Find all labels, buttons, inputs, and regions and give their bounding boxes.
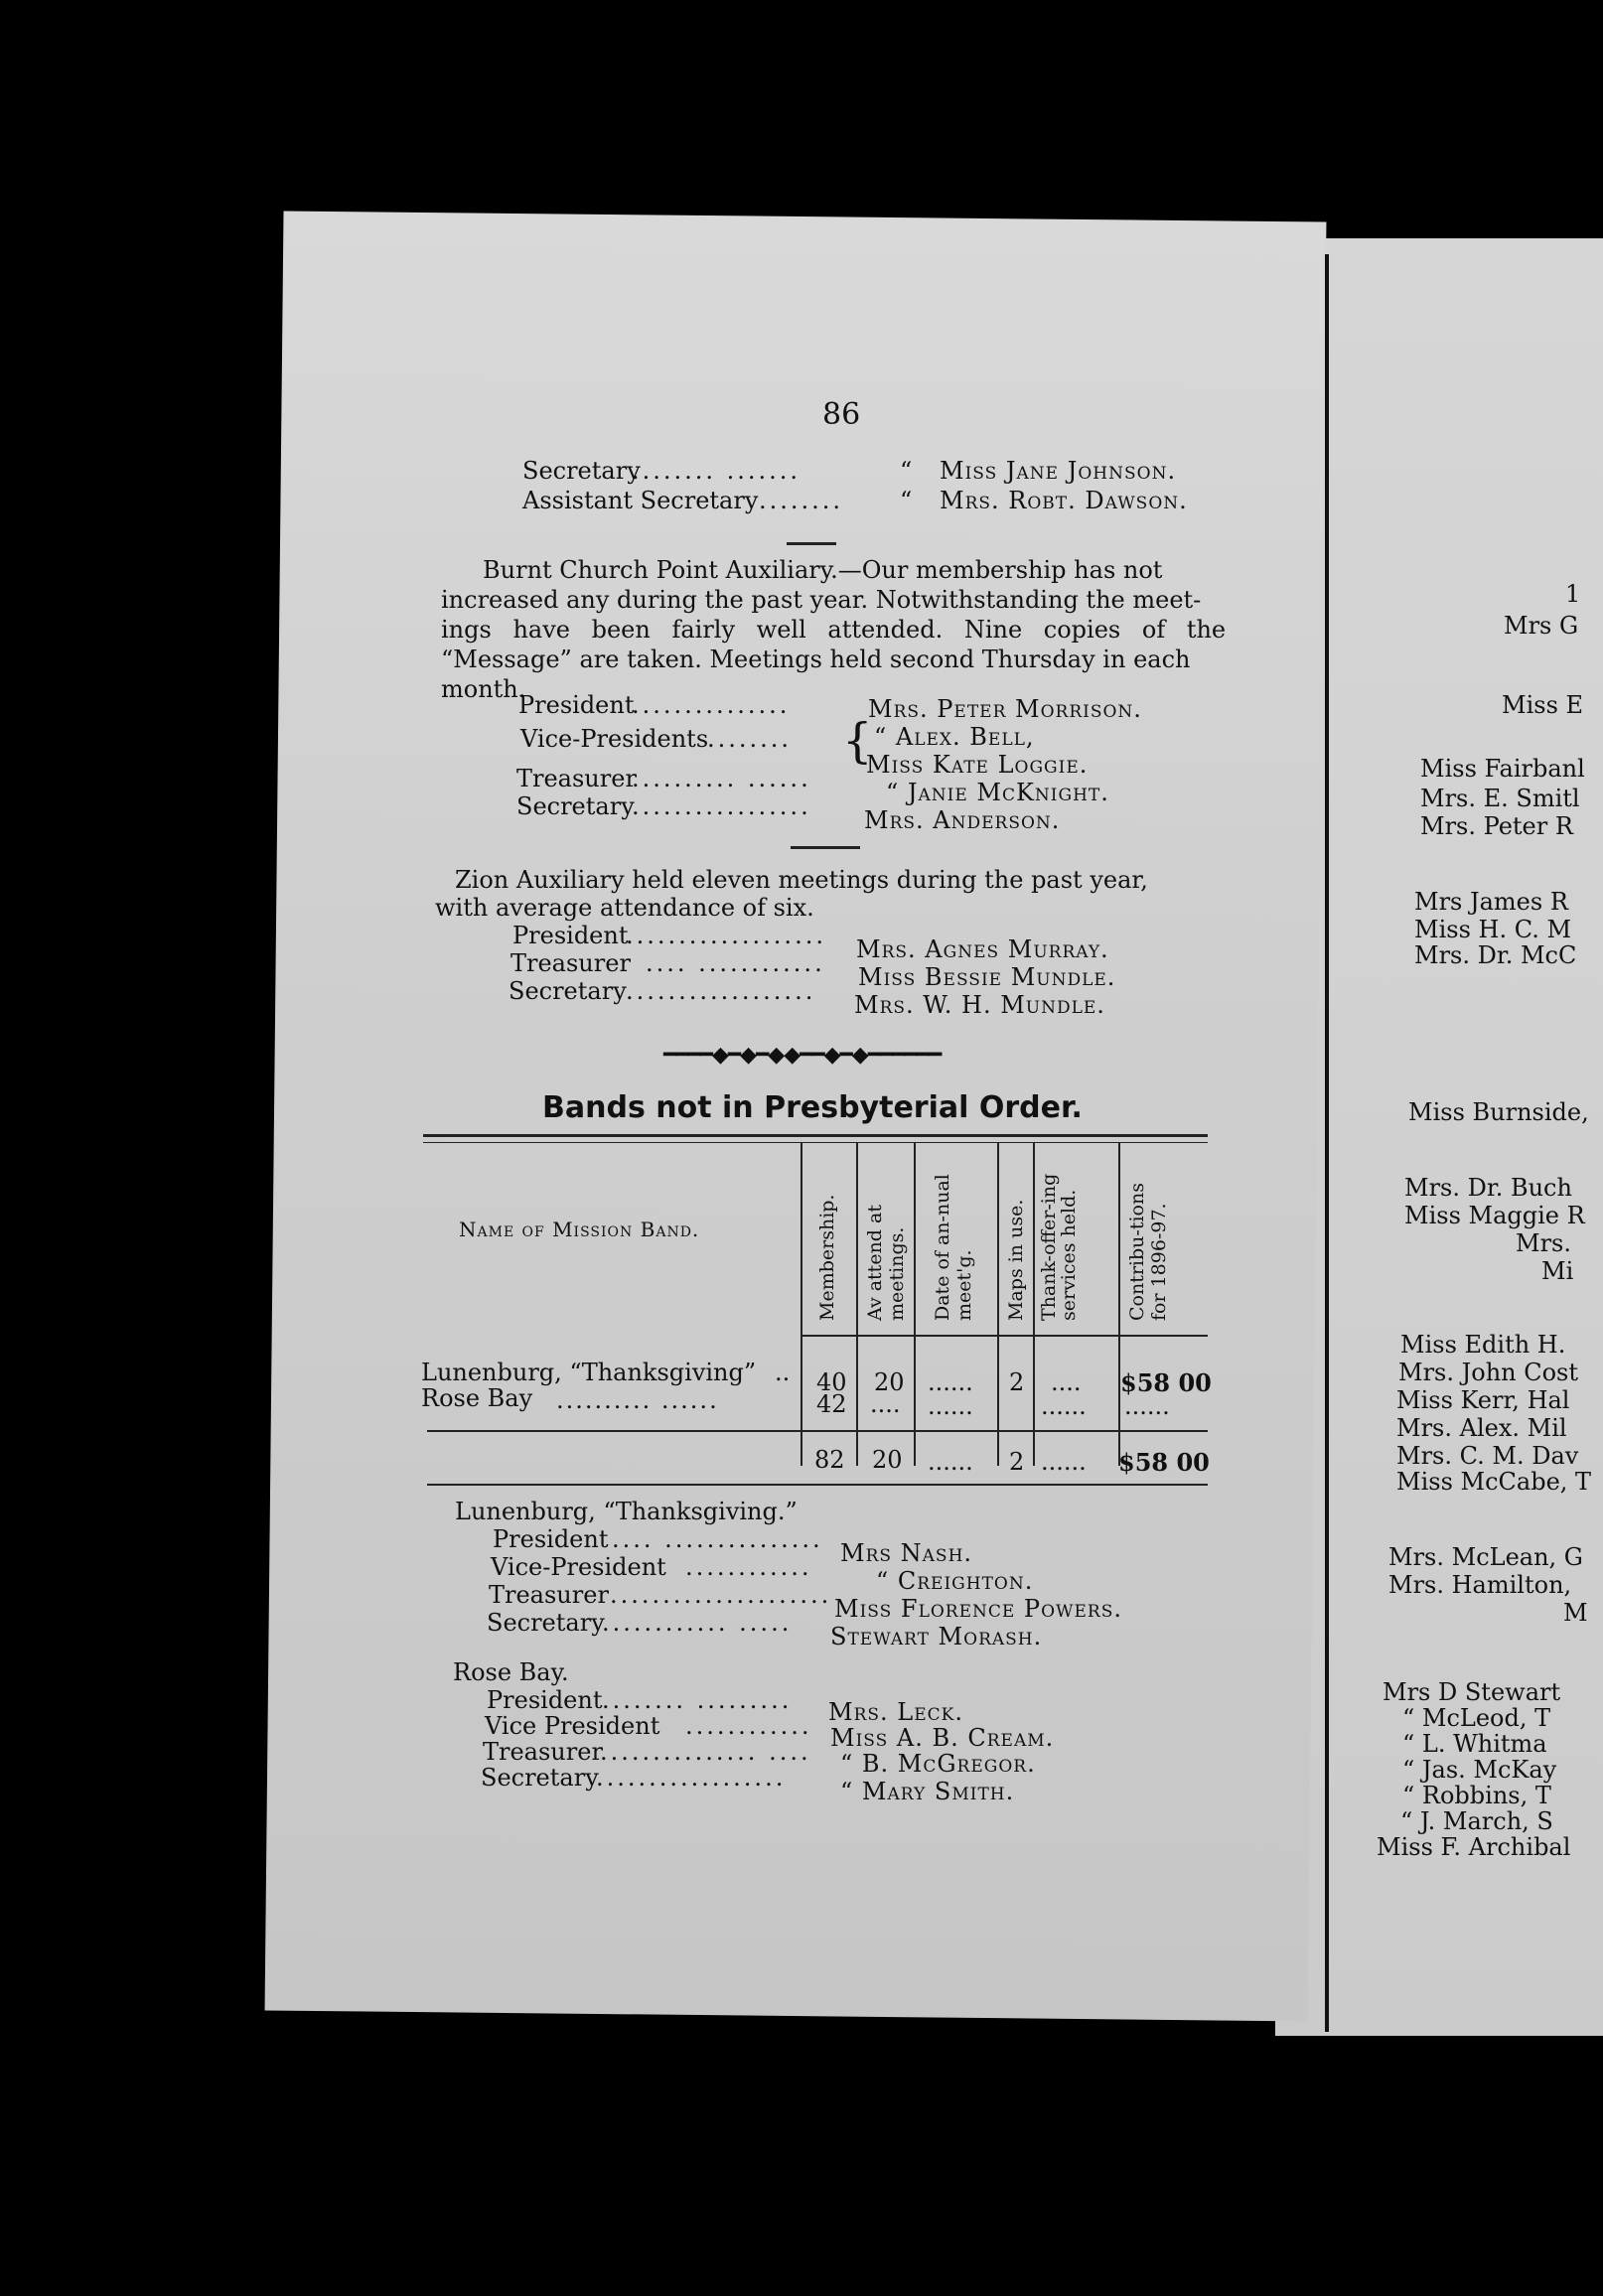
column-header: Date of an-nual meet'g. bbox=[932, 1174, 975, 1321]
column-rule bbox=[801, 1142, 802, 1466]
paragraph-line: ings have been fairly well attended. Nine copies of the bbox=[441, 616, 1227, 644]
brace: { bbox=[842, 713, 873, 769]
right-page-text: “ J. March, S bbox=[1400, 1807, 1553, 1835]
column-header: Maps in use. bbox=[1005, 1199, 1027, 1321]
leader-dots: ................. bbox=[632, 792, 811, 820]
leader-dots: .......... ...... bbox=[632, 765, 811, 792]
cell-contrib: ...... bbox=[1124, 1392, 1170, 1420]
officer-name: “ Janie McKnight. bbox=[886, 779, 1109, 806]
officer-name: Mrs. Peter Morrison. bbox=[868, 695, 1142, 723]
right-page-text: Miss Kerr, Hal bbox=[1396, 1386, 1570, 1414]
officer-name: Miss A. B. Cream. bbox=[830, 1724, 1055, 1752]
paragraph-line: increased any during the past year. Notwithstanding the meet- bbox=[441, 586, 1202, 614]
ditto-mark: “ bbox=[900, 487, 913, 514]
gutter-rule bbox=[1325, 254, 1329, 2032]
leader-dots: .......... ...... bbox=[556, 1386, 719, 1414]
header-underline bbox=[801, 1335, 1208, 1337]
right-page-text: Mrs. Peter R bbox=[1420, 812, 1573, 840]
right-page-text: Mrs. John Cost bbox=[1398, 1359, 1579, 1386]
column-rule bbox=[1033, 1142, 1035, 1466]
officer-name: “ Mary Smith. bbox=[840, 1778, 1015, 1805]
page-number: 86 bbox=[822, 397, 861, 432]
officer-name: “ B. McGregor. bbox=[840, 1750, 1036, 1778]
officer-role: Secretary bbox=[516, 792, 635, 820]
right-page-text: “ Robbins, T bbox=[1402, 1782, 1551, 1809]
total-contrib: $58 00 bbox=[1118, 1448, 1210, 1477]
cell-contrib: $58 00 bbox=[1120, 1368, 1212, 1397]
right-page-text: Mrs. E. Smitl bbox=[1420, 785, 1580, 812]
total-thank: ...... bbox=[1041, 1448, 1087, 1476]
right-page-text: Mrs. Dr. Buch bbox=[1404, 1174, 1572, 1202]
total-maps: 2 bbox=[1009, 1448, 1025, 1476]
table-bottom-rule bbox=[427, 1484, 1208, 1486]
column-rule bbox=[856, 1142, 858, 1466]
leader-dots: ............ ..... bbox=[602, 1609, 793, 1637]
officer-role: Treasurer bbox=[510, 949, 631, 977]
total-rule bbox=[427, 1430, 1208, 1432]
officer-role: Secretary bbox=[522, 457, 641, 485]
cell-attend: 20 bbox=[874, 1368, 905, 1396]
officer-role: Treasurer bbox=[489, 1581, 609, 1609]
bands-title: Bands not in Presbyterial Order. bbox=[542, 1090, 1083, 1125]
cell-thank: ...... bbox=[1041, 1392, 1087, 1420]
officer-name: Mrs. Leck. bbox=[828, 1698, 963, 1726]
ornament-divider: ━━━━◆━◆━◆◆━━◆━◆━━━━━━ bbox=[663, 1043, 942, 1068]
band-title: Lunenburg, “Thanksgiving.” bbox=[455, 1498, 798, 1525]
right-page-text: Mrs. C. M. Dav bbox=[1396, 1442, 1579, 1470]
table-top-rule-thin bbox=[423, 1142, 1208, 1143]
cell-maps: 2 bbox=[1009, 1368, 1025, 1396]
column-header: Contribu-tions for 1896-97. bbox=[1126, 1183, 1170, 1321]
right-page-text: Mrs. Dr. McC bbox=[1414, 941, 1577, 969]
right-page-text: Mrs. Alex. Mil bbox=[1396, 1414, 1567, 1442]
right-page-text: Mi bbox=[1541, 1257, 1574, 1285]
officer-role: President bbox=[493, 1525, 609, 1553]
right-page-text: “ L. Whitma bbox=[1402, 1730, 1547, 1758]
total-date: ...... bbox=[928, 1448, 973, 1476]
paragraph-line: “Message” are taken. Meetings held second Thursday in each bbox=[441, 646, 1191, 673]
right-page-text: Mrs. bbox=[1516, 1229, 1571, 1257]
officer-role: Secretary bbox=[509, 977, 627, 1005]
table-row-name: Lunenburg, “Thanksgiving” bbox=[421, 1359, 757, 1386]
officer-role: Secretary bbox=[487, 1609, 605, 1637]
leader-dots: ................... bbox=[626, 922, 826, 949]
officer-name: “ Alex. Bell, bbox=[874, 723, 1035, 751]
officer-role: Treasurer bbox=[516, 765, 637, 792]
officer-name: Miss Bessie Mundle. bbox=[858, 963, 1116, 991]
paragraph-line: Zion Auxiliary held eleven meetings during the past year, bbox=[455, 866, 1148, 894]
leader-dots: .... ............ bbox=[646, 949, 825, 977]
table-row-name: Rose Bay bbox=[421, 1384, 533, 1412]
cell-thank: .... bbox=[1051, 1368, 1082, 1396]
cell-membership: 40 bbox=[816, 1368, 847, 1396]
leader-dots: ........ bbox=[707, 725, 793, 753]
right-page-text: Miss McCabe, T bbox=[1396, 1468, 1592, 1496]
right-page-text: Mrs D Stewart bbox=[1383, 1678, 1561, 1706]
section-rule bbox=[791, 846, 860, 849]
officer-role: President bbox=[487, 1686, 603, 1714]
leader-dots: ............... bbox=[632, 691, 791, 719]
officer-name: Mrs Nash. bbox=[840, 1539, 973, 1567]
right-page-text: 1 bbox=[1565, 580, 1581, 608]
ditto-mark: “ bbox=[900, 457, 913, 485]
right-page-text: Mrs G bbox=[1504, 612, 1579, 640]
right-page-text: Miss Edith H. bbox=[1400, 1331, 1566, 1359]
column-rule bbox=[1118, 1142, 1120, 1466]
leader-dots: ........ ....... bbox=[632, 457, 802, 485]
paragraph-line: with average attendance of six. bbox=[435, 894, 814, 922]
cell-membership: 42 bbox=[816, 1390, 847, 1418]
cell-attend: .... bbox=[870, 1390, 901, 1418]
officer-role: Vice-President bbox=[491, 1553, 666, 1581]
officer-role: Secretary bbox=[481, 1764, 599, 1792]
total-membership: 82 bbox=[814, 1446, 845, 1474]
leader-dots: ........ ......... bbox=[602, 1686, 793, 1714]
cell-date: ...... bbox=[928, 1392, 973, 1420]
right-page-text: Miss Fairbanl bbox=[1420, 755, 1585, 783]
officer-role: Treasurer bbox=[483, 1738, 603, 1766]
table-top-rule bbox=[423, 1134, 1208, 1137]
paragraph-line: month. bbox=[441, 675, 526, 703]
leader-dots: ............ bbox=[685, 1712, 812, 1740]
officer-role: President bbox=[512, 922, 629, 949]
officer-name: Mrs. Agnes Murray. bbox=[856, 935, 1109, 963]
cell-date: ...... bbox=[928, 1368, 973, 1396]
officer-name: Stewart Morash. bbox=[830, 1623, 1043, 1650]
right-page-text: M bbox=[1563, 1599, 1588, 1627]
officer-name: Mrs. Anderson. bbox=[864, 806, 1061, 834]
column-header: Av attend at meetings. bbox=[864, 1205, 908, 1321]
right-page-text: “ McLeod, T bbox=[1402, 1704, 1551, 1732]
officer-role: President bbox=[518, 691, 635, 719]
column-header: Membership. bbox=[816, 1194, 838, 1321]
column-header: Thank-offer-ing services held. bbox=[1038, 1173, 1080, 1321]
officer-role: Vice-Presidents bbox=[520, 725, 709, 753]
leader-dots: .................. bbox=[626, 977, 816, 1005]
band-title: Rose Bay. bbox=[453, 1658, 569, 1686]
leader-dots: ............ bbox=[685, 1553, 812, 1581]
officer-name: Miss Florence Powers. bbox=[834, 1595, 1122, 1623]
section-rule bbox=[787, 542, 836, 545]
column-rule bbox=[914, 1142, 916, 1466]
name-column-header: Name of Mission Band. bbox=[459, 1218, 700, 1241]
leader-dots: .. bbox=[775, 1359, 791, 1386]
officer-role: Assistant Secretary bbox=[522, 487, 759, 514]
right-page-text: Miss H. C. M bbox=[1414, 916, 1572, 943]
leader-dots: .... ............... bbox=[612, 1525, 823, 1553]
right-page-text: Mrs. Hamilton, bbox=[1388, 1571, 1572, 1599]
leader-dots: ..................... bbox=[610, 1581, 832, 1609]
right-page-text: “ Jas. McKay bbox=[1402, 1756, 1557, 1784]
right-page-text: Miss Maggie R bbox=[1404, 1202, 1585, 1229]
right-page-text: Miss E bbox=[1502, 691, 1584, 719]
officer-name: Miss Jane Johnson. bbox=[940, 457, 1177, 485]
leader-dots: ........ bbox=[759, 487, 844, 514]
leader-dots: .................. bbox=[596, 1764, 787, 1792]
right-page-text: Mrs. McLean, G bbox=[1388, 1543, 1583, 1571]
right-page-text: Miss F. Archibal bbox=[1377, 1833, 1571, 1861]
paragraph-line: Burnt Church Point Auxiliary.—Our membership has not bbox=[483, 556, 1163, 584]
leader-dots: ............... .... bbox=[600, 1738, 811, 1766]
total-attend: 20 bbox=[872, 1446, 903, 1474]
officer-name: Mrs. W. H. Mundle. bbox=[854, 991, 1105, 1019]
column-rule bbox=[997, 1142, 999, 1466]
right-page-text: Miss Burnside, bbox=[1408, 1098, 1589, 1126]
officer-name: Mrs. Robt. Dawson. bbox=[940, 487, 1188, 514]
officer-role: Vice President bbox=[485, 1712, 660, 1740]
officer-name: “ Creighton. bbox=[876, 1567, 1034, 1595]
officer-name: Miss Kate Loggie. bbox=[866, 751, 1089, 779]
right-page-text: Mrs James R bbox=[1414, 888, 1568, 916]
